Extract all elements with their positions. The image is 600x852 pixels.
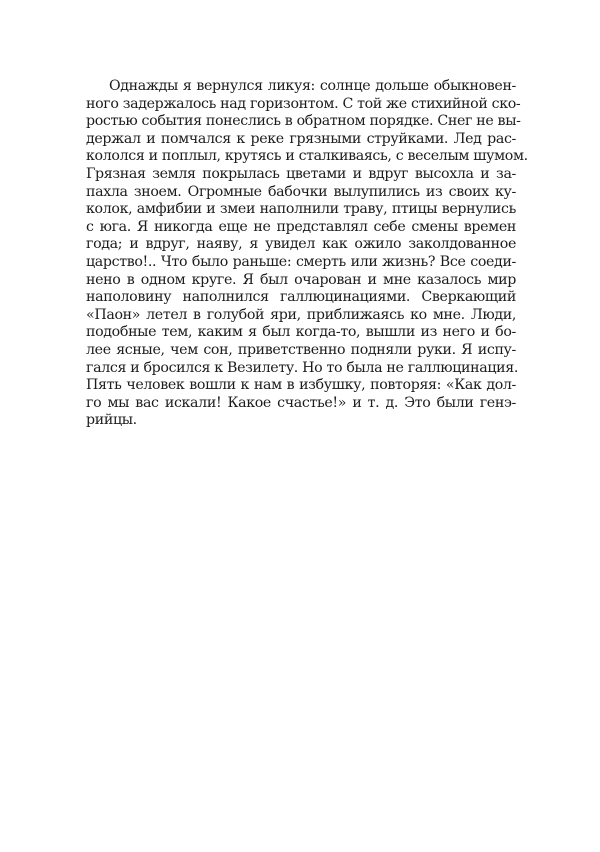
- text-line: Грязная земля покрылась цветами и вдруг высохла и за-: [86, 165, 516, 182]
- text-line: рийцы.: [86, 412, 137, 429]
- text-line: ного задержалось над горизонтом. С той же стихийной ско-: [86, 95, 521, 112]
- text-line: колок, амфибии и змеи наполнили траву, птицы вернулись: [86, 201, 516, 218]
- text-line: Однажды я вернулся ликуя: солнце дольше обыкновен-: [109, 78, 516, 94]
- text-line: кололся и поплыл, крутясь и сталкиваясь, с веселым шумом.: [86, 148, 528, 165]
- text-line: подобные тем, каким я был когда-то, вышли из него и бо-: [86, 324, 516, 341]
- text-line: царство!.. Что было раньше: смерть или жизнь? Все соеди-: [86, 253, 516, 270]
- text-line: ростью события понеслись в обратном порядке. Снег не вы-: [86, 113, 521, 130]
- text-line: гался и бросился к Везилету. Но то была не галлюцинация.: [86, 359, 518, 376]
- text-line: «Паон» летел в голубой яри, приближаясь ко мне. Люди,: [86, 306, 516, 323]
- text-line: наполовину наполнился галлюцинациями. Сверкающий: [86, 289, 516, 306]
- text-line: с юга. Я никогда еще не представлял себе смены времен: [86, 218, 516, 235]
- text-line: Пять человек вошли к нам в избушку, повторяя: «Как дол-: [86, 377, 516, 394]
- text-line: года; и вдруг, наяву, я увидел как ожило заколдованное: [86, 236, 516, 253]
- text-line: пахла зноем. Огромные бабочки вылупились из своих ку-: [86, 183, 516, 200]
- text-line: го мы вас искали! Какое счастье!» и т. д. Это были генэ-: [86, 394, 516, 411]
- text-line: держал и помчался к реке грязными струйками. Лед рас-: [86, 130, 516, 147]
- text-line: лее ясные, чем сон, приветственно подняли руки. Я испу-: [86, 341, 516, 358]
- text-line: нено в одном круге. Я был очарован и мне казалось мир: [86, 271, 516, 288]
- body-paragraph: [86, 78, 528, 430]
